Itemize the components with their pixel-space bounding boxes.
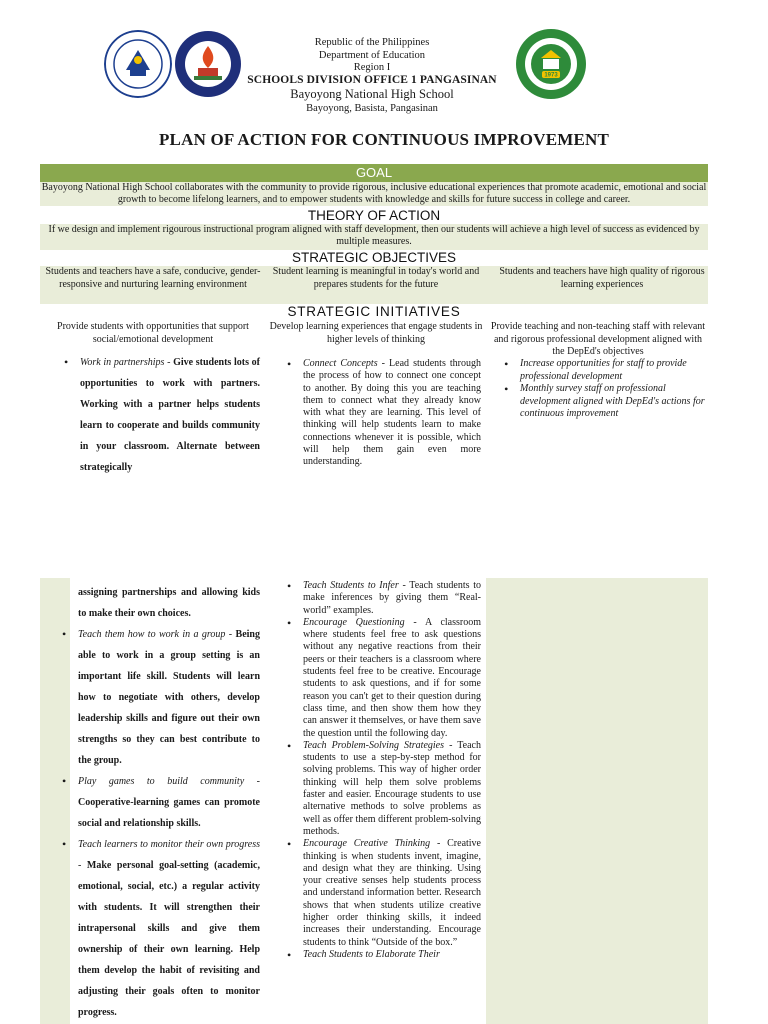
school-seal-logo xyxy=(515,28,587,100)
header-school-address: Bayoyong, Basista, Pangasinan xyxy=(306,103,438,114)
strategic-objective-1: Students and teachers have a safe, conducive, gender-responsive and nurturing learning environment xyxy=(45,266,261,290)
list-item-title: Teach learners to monitor their own progress xyxy=(78,839,260,850)
initiative-list-2 xyxy=(283,358,481,469)
list-item: • Encourage Questioning - A classroom where students feel free to ask questions without any negative reactions from their peers or their teachers is a classroom where students feel free to be creative. Encourage students to ask questions, and if for some reason you can't get to their question during class time, and then show them how they can answer it themselves, or have them save the question until the following day. xyxy=(283,617,481,740)
strategic-objective-2: Student learning is meaningful in today's world and prepares students for the future xyxy=(272,266,480,290)
list-item-title: Teach Students to Infer xyxy=(303,580,399,591)
list-item-title: Teach them how to work in a group xyxy=(78,629,226,640)
list-item-title: Encourage Creative Thinking xyxy=(303,838,431,850)
list-item: • Encourage Creative Thinking - Creative thinking is when students invent, imagine, and design what they are thinking. Using your creative senses help students process and understand information better. Research shows that when students utilize creative higher order thinking skills, it indeed increases their understanding. Encourage students to think “Outside of the box.” xyxy=(283,838,481,949)
list-item-text: Creative thinking is when students invent, imagine, and design what they are thinking. Using your creative senses help students process and understand information better. Research shows that when students utilize creative higher order thinking skills, it indeed increases their understanding. Encourage students to think “Outside of the box.” xyxy=(303,838,481,948)
list-item-title: Work in partnerships xyxy=(80,357,165,368)
list-item-text: Make personal goal-setting (academic, emotional, social, etc.) a regular activity with students. It will strengthen their intrapersonal skills and give them ownership of their own learning. Help them develop the habit of revisiting and adjusting their goals often to monitor progress. xyxy=(78,860,260,1018)
page2-left-continuation xyxy=(60,582,260,624)
header-division: SCHOOLS DIVISION OFFICE 1 PANGASINAN xyxy=(247,74,497,86)
header-school-name: Bayoyong National High School xyxy=(290,87,454,101)
list-item-title: Encourage Questioning xyxy=(303,616,405,628)
theory-of-action-text: If we design and implement rigourous instructional program aligned with staff development, then our students will achieve a high level of success as evidenced by multiple measures. xyxy=(48,224,700,247)
strategic-objectives-heading: STRATEGIC OBJECTIVES xyxy=(291,250,457,265)
list-item-text: Teach students to make inferences by giving them “Real-world” examples. xyxy=(303,580,481,616)
list-item-title: Teach Students to Elaborate Their xyxy=(303,948,440,960)
page2-right-band xyxy=(486,578,708,1024)
list-item: • Teach them how to work in a group - Being able to work in a group setting is an important life skill. Students will learn how to negotiate with others, develop leadership skills and figure out their own strengths so they can best contribute to the group. xyxy=(60,624,260,771)
initiative-intro-1: Provide students with opportunities that support social/emotional development xyxy=(57,321,249,345)
list-item: • Teach Students to Infer - Teach students to make inferences by giving them “Real-world” examples. xyxy=(283,580,481,617)
list-item-title: Connect Concepts xyxy=(303,358,378,369)
header-region: Region I xyxy=(353,62,391,73)
list-item-text: A classroom where students feel free to ask questions without any negative reactions from their peers or their teachers is a classroom where students feel free to be creative. Encourage students to ask questions, and if for some reason you can't get to their question during class time, and then show them how they can answer it themselves, or have them save the question until the following day. xyxy=(303,616,482,739)
list-item: • Teach Problem-Solving Strategies - Teach students to use a step-by-step method for solving problems. This way of higher order thinking will help them solve problems faster and easier. Encourage students to use alternative methods to solve problems as well as offer them different problem-solving methods. xyxy=(283,740,481,838)
school-seal-year: 1973 xyxy=(544,72,558,79)
initiative-intro-2: Develop learning experiences that engage students in higher levels of thinking xyxy=(269,321,483,345)
deped-seal-logo xyxy=(104,30,172,98)
initiative-list-3 xyxy=(500,358,710,421)
list-item-text: Being able to work in a group setting is an important life skill. Students will learn how to negotiate with others, develop leadership skills and figure out their own strengths so they can best contribute to the group. xyxy=(78,629,260,766)
list-item: • Increase opportunities for staff to provide professional development xyxy=(500,358,710,383)
initiative-list-1 xyxy=(60,352,260,478)
initiative-intro-3: Provide teaching and non-teaching staff with relevant and rigorous professional development aligned with the DepEd's objectives xyxy=(490,321,706,357)
list-item: • Work in partnerships - Give students lots of opportunities to work with partners. Working with a partner helps students learn to cooperate and builds community in your classroom. Alternate between strategically xyxy=(60,352,260,478)
list-item: • Monthly survey staff on professional development aligned with DepEd's actions for continuous improvement xyxy=(500,383,710,421)
list-item xyxy=(283,949,481,961)
page2-left-list xyxy=(60,624,260,1023)
list-item-text: Cooperative-learning games can promote social and relationship skills. xyxy=(78,797,260,829)
list-item-text: Lead students through the process of how to connect one concept to another. By doing this you are teaching them to connect what they already know with what they are learning. This level of thinking will help students learn to make connections whenever it is possible, which will help them gain even more understanding. xyxy=(303,358,481,468)
header-department: Department of Education xyxy=(318,50,426,61)
list-item: • Play games to build community - Cooperative-learning games can promote social and relationship skills. xyxy=(60,771,260,834)
theory-of-action-heading: THEORY OF ACTION xyxy=(307,208,441,223)
continuation-text: assigning partnerships and allowing kids to make their own choices. xyxy=(78,587,260,619)
list-item-text: Give students lots of opportunities to work with partners. Working with a partner helps students learn to cooperate and builds community in your classroom. Alternate between strategically xyxy=(80,357,260,473)
header-republic: Republic of the Philippines xyxy=(314,37,430,48)
document-title: PLAN OF ACTION FOR CONTINUOUS IMPROVEMENT xyxy=(158,130,610,149)
list-item: • Teach learners to monitor their own progress - Make personal goal-setting (academic, emotional, social, etc.) a regular activity with students. It will strengthen their intrapersonal skills and give them ownership of their own learning. Help them develop the habit of revisiting and adjusting their goals often to monitor progress. xyxy=(60,834,260,1023)
list-item-title: Teach Problem-Solving Strategies xyxy=(303,739,445,751)
strategic-initiatives-heading: STRATEGIC INITIATIVES xyxy=(287,304,461,319)
list-item-title: Play games to build community xyxy=(78,776,245,787)
list-item-text: Teach students to use a step-by-step method for solving problems. This way of higher order thinking will help them solve problems faster and easier. Encourage students to use alternative methods to solve problems as well as offer them different problem-solving methods. xyxy=(303,739,481,837)
list-item: • Connect Concepts - Lead students through the process of how to connect one concept to another. By doing this you are teaching them to connect what they already know with what they are learning. This level of thinking will help students learn to make connections whenever it is possible, which will help them gain even more understanding. xyxy=(283,358,481,469)
division-office-seal-logo xyxy=(174,30,242,98)
goal-heading: GOAL xyxy=(40,164,708,182)
strategic-objective-3: Students and teachers have high quality of rigorous learning experiences xyxy=(499,266,705,290)
goal-text: Bayoyong National High School collaborates with the community to provide rigorous, inclusive educational experiences that promote academic, emotional and social growth to become lifelong learners, and to empower students with knowledge and skills for future success in college and career. xyxy=(41,182,707,205)
page2-middle-list xyxy=(283,580,481,961)
